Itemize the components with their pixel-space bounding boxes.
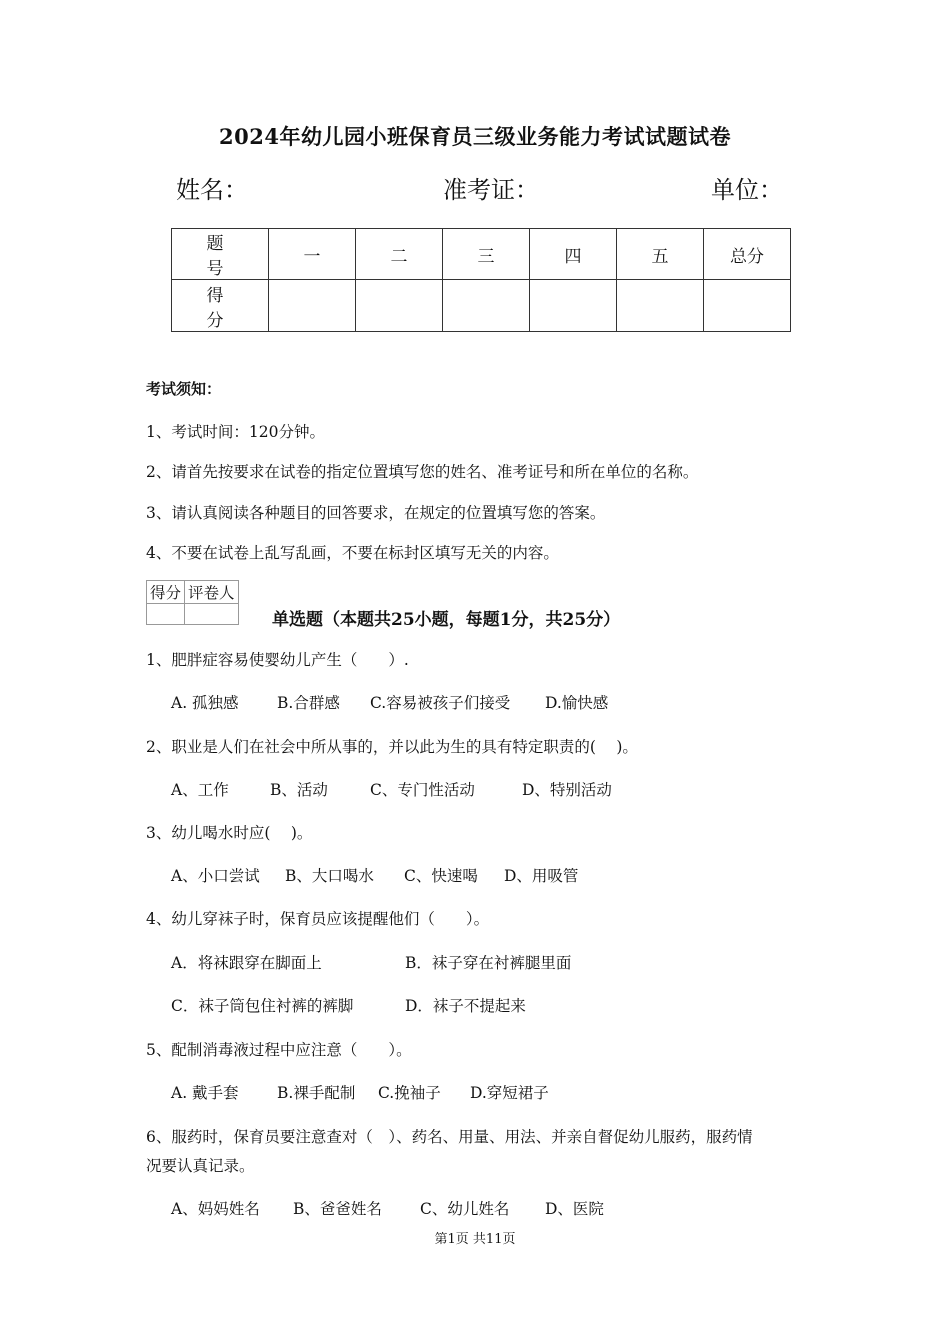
score-cell[interactable] (356, 280, 443, 332)
exam-number-field-label: 准考证： (443, 176, 539, 204)
notice-item: 3、请认真阅读各种题目的回答要求，在规定的位置填写您的答案。 (146, 504, 606, 522)
notice-heading: 考试须知： (146, 380, 222, 398)
question-option: B、大口喝水 (285, 867, 374, 885)
notice-item: 2、请首先按要求在试卷的指定位置填写您的姓名、准考证号和所在单位的名称。 (146, 463, 699, 481)
question-option: D.愉快感 (545, 694, 609, 712)
question-option: B.裸手配制 (277, 1084, 356, 1102)
score-table-score-row (172, 280, 791, 332)
question-option: B.合群感 (277, 694, 340, 712)
score-header-cell: 五 (617, 229, 704, 280)
question-option: C、快速喝 (404, 867, 478, 885)
question-option: C.容易被孩子们接受 (370, 694, 511, 712)
score-header-cell: 一 (269, 229, 356, 280)
grader-name-label: 评卷人 (185, 581, 239, 604)
question-stem: 6、服药时，保育员要注意查对（ ）、药名、用量、用法、并亲自督促幼儿服药，服药情 (146, 1128, 753, 1146)
question-stem: 4、幼儿穿袜子时，保育员应该提醒他们（ ）。 (146, 910, 490, 928)
name-field-label: 姓名： (176, 176, 248, 204)
score-header-cell: 题 号 (172, 229, 269, 280)
score-cell[interactable] (269, 280, 356, 332)
question-stem: 5、配制消毒液过程中应注意（ ）。 (146, 1041, 412, 1059)
grader-name-cell[interactable] (185, 604, 239, 625)
question-stem: 3、幼儿喝水时应( )。 (146, 824, 313, 842)
question-stem-continuation: 况要认真记录。 (146, 1157, 255, 1175)
question-option: C.挽袖子 (378, 1084, 441, 1102)
question-option: A、妈妈姓名 (171, 1200, 260, 1218)
question-option: D．袜子不提起来 (405, 997, 526, 1015)
question-option: A. 戴手套 (171, 1084, 239, 1102)
grader-score-label: 得分 (147, 581, 185, 604)
question-stem: 1、肥胖症容易使婴幼儿产生（ ）. (146, 651, 409, 669)
score-cell[interactable] (443, 280, 530, 332)
notice-item: 1、考试时间：120分钟。 (146, 423, 325, 441)
question-option: D.穿短裙子 (470, 1084, 549, 1102)
score-cell[interactable] (617, 280, 704, 332)
question-option: D、用吸管 (504, 867, 579, 885)
question-option: D、医院 (545, 1200, 604, 1218)
question-option: A、工作 (171, 781, 229, 799)
question-option: B．袜子穿在衬裤腿里面 (405, 954, 572, 972)
score-header-cell: 三 (443, 229, 530, 280)
score-table-header-row (172, 229, 791, 280)
score-table (171, 228, 791, 332)
unit-field-label: 单位： (711, 176, 783, 204)
question-stem: 2、职业是人们在社会中所从事的，并以此为生的具有特定职责的( )。 (146, 738, 638, 756)
page-title: 2024年幼儿园小班保育员三级业务能力考试试题试卷 (219, 124, 731, 149)
question-option: C、专门性活动 (370, 781, 475, 799)
score-header-cell: 四 (530, 229, 617, 280)
grader-box (146, 580, 239, 625)
score-header-cell: 总分 (704, 229, 791, 280)
question-option: B、爸爸姓名 (293, 1200, 382, 1218)
score-cell[interactable] (704, 280, 791, 332)
question-option: A. 孤独感 (171, 694, 239, 712)
question-option: A．将袜跟穿在脚面上 (171, 954, 322, 972)
score-cell[interactable] (530, 280, 617, 332)
section-title: 单选题（本题共25小题，每题1分，共25分） (272, 610, 621, 630)
score-row-label: 得 分 (172, 280, 269, 332)
grader-score-cell[interactable] (147, 604, 185, 625)
question-option: C．袜子筒包住衬裤的裤脚 (171, 997, 354, 1015)
question-option: D、特别活动 (522, 781, 612, 799)
question-option: B、活动 (270, 781, 328, 799)
question-option: A、小口尝试 (171, 867, 260, 885)
notice-item: 4、不要在试卷上乱写乱画，不要在标封区填写无关的内容。 (146, 544, 559, 562)
question-option: C、幼儿姓名 (420, 1200, 510, 1218)
score-header-cell: 二 (356, 229, 443, 280)
page-footer: 第1页 共11页 (434, 1232, 516, 1247)
